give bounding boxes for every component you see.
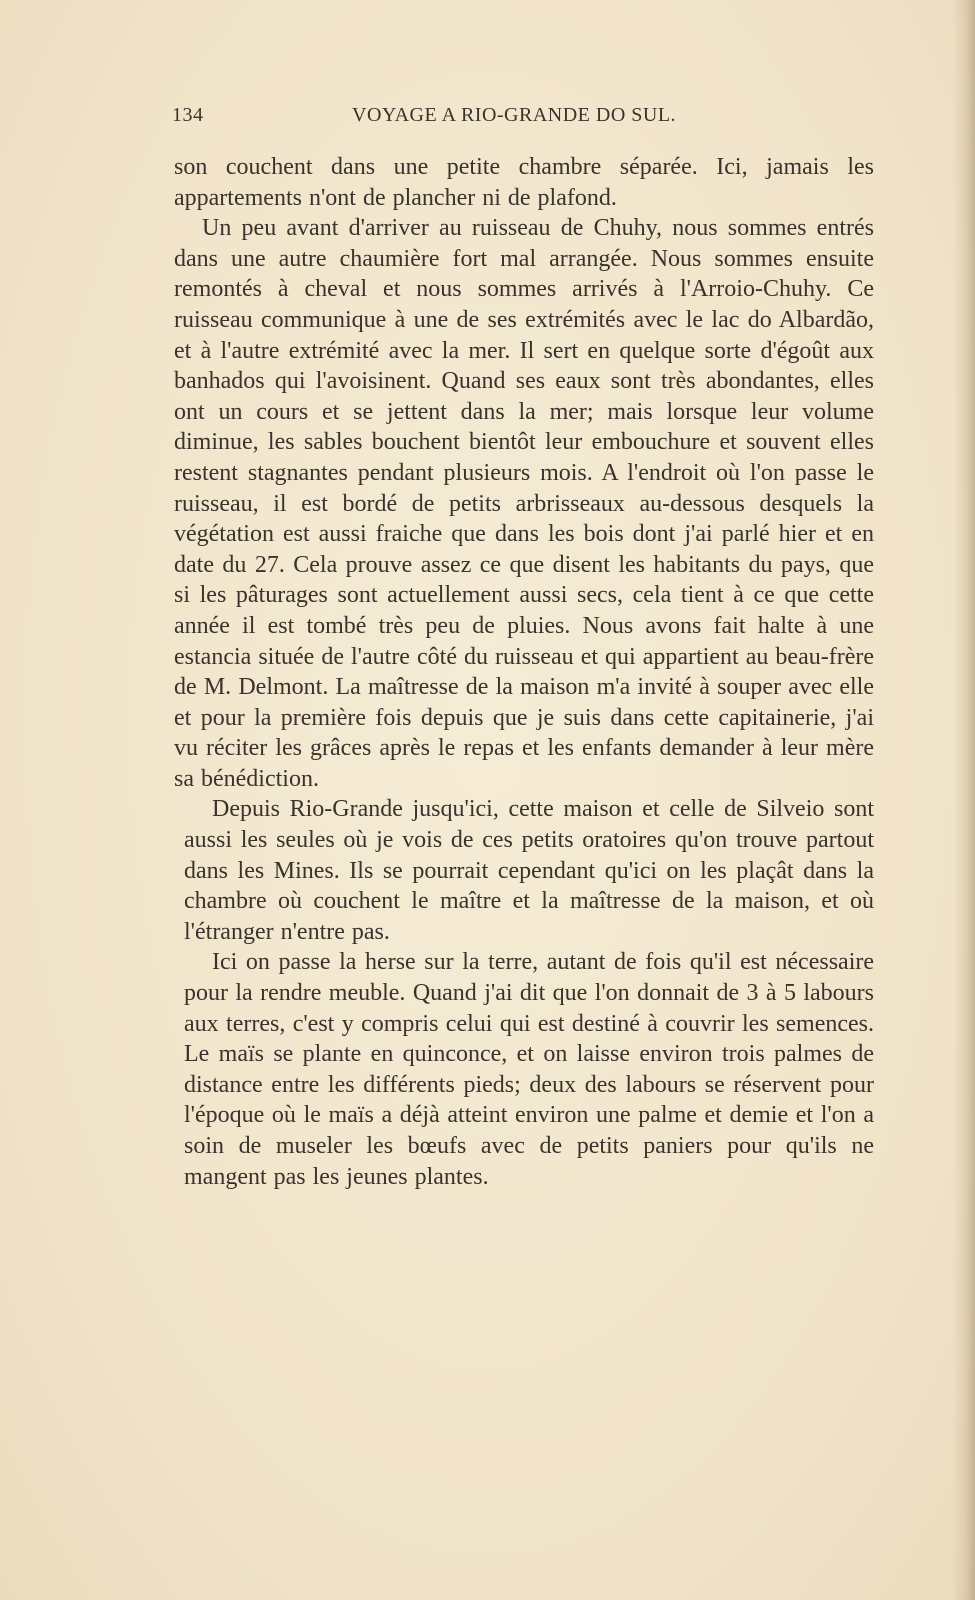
paragraph-continued: son couchent dans une petite chambre séparée. Ici, jamais les appartements n'ont de plancher ni de plafond.: [174, 154, 874, 211]
paragraph-oratoires: Depuis Rio-Grande jusqu'ici, cette maison et celle de Silveio sont aussi les seules où je vois de ces petits oratoires qu'on trouve partout dans les Mines. Ils se pourrait cependant qu'ici on les plaçât dans la chambre où couchent le maître et la maîtresse de la maison, et où l'étranger n'entre pas.: [184, 796, 874, 945]
paragraph-arroio-chuhy: Un peu avant d'arriver au ruisseau de Chuhy, nous sommes entrés dans une autre chaumière fort mal arrangée. Nous sommes ensuite remontés à cheval et nous sommes arrivés à l'Arroio-Chuhy. Ce ruisseau communique à une de ses extrémités avec le lac do Albardão, et à l'autre extrémité avec la mer. Il sert en quelque sorte d'égoût aux banhados qui l'avoisinent. Quand ses eaux sont très abondantes, elles ont un cours et se jettent dans la mer; mais lorsque leur volume diminue, les sables bouchent bientôt leur embouchure et souvent elles restent stagnantes pendant plusieurs mois. A l'endroit où l'on passe le ruisseau, il est bordé de petits arbrisseaux au-dessous desquels la végétation est aussi fraiche que dans les bois dont j'ai parlé hier et en date du 27. Cela prouve assez ce que disent les habitants du pays, que si les pâturages sont actuellement aussi secs, cela tient à ce que cette année il est tombé très peu de pluies. Nous avons fait halte à une estancia située de l'autre côté du ruisseau et qui appartient au beau-frère de M. Delmont. La maîtresse de la maison m'a invité à souper avec elle et pour la première fois depuis que je suis dans cette capitainerie, j'ai vu réciter les grâces après le repas et les enfants demander à leur mère sa bénédiction.: [174, 215, 874, 792]
running-header: [172, 104, 692, 132]
body-text: [174, 152, 874, 1192]
paragraph-herse: Ici on passe la herse sur la terre, autant de fois qu'il est nécessaire pour la rendre meuble. Quand j'ai dit que l'on donnait de 3 à 5 labours aux terres, c'est y compris celui qui est destiné à couvrir les semences. Le maïs se plante en quinconce, et on laisse environ trois palmes de distance entre les différents pieds; deux des labours se réservent pour l'époque où le maïs a déjà atteint environ une palme et demie et l'on a soin de museler les bœufs avec de petits paniers pour qu'ils ne mangent pas les jeunes plantes.: [184, 949, 874, 1190]
running-title: VOYAGE A RIO-GRANDE DO SUL.: [352, 104, 677, 126]
page-number: 134: [172, 104, 204, 126]
page-edge-shadow: [953, 0, 975, 1600]
